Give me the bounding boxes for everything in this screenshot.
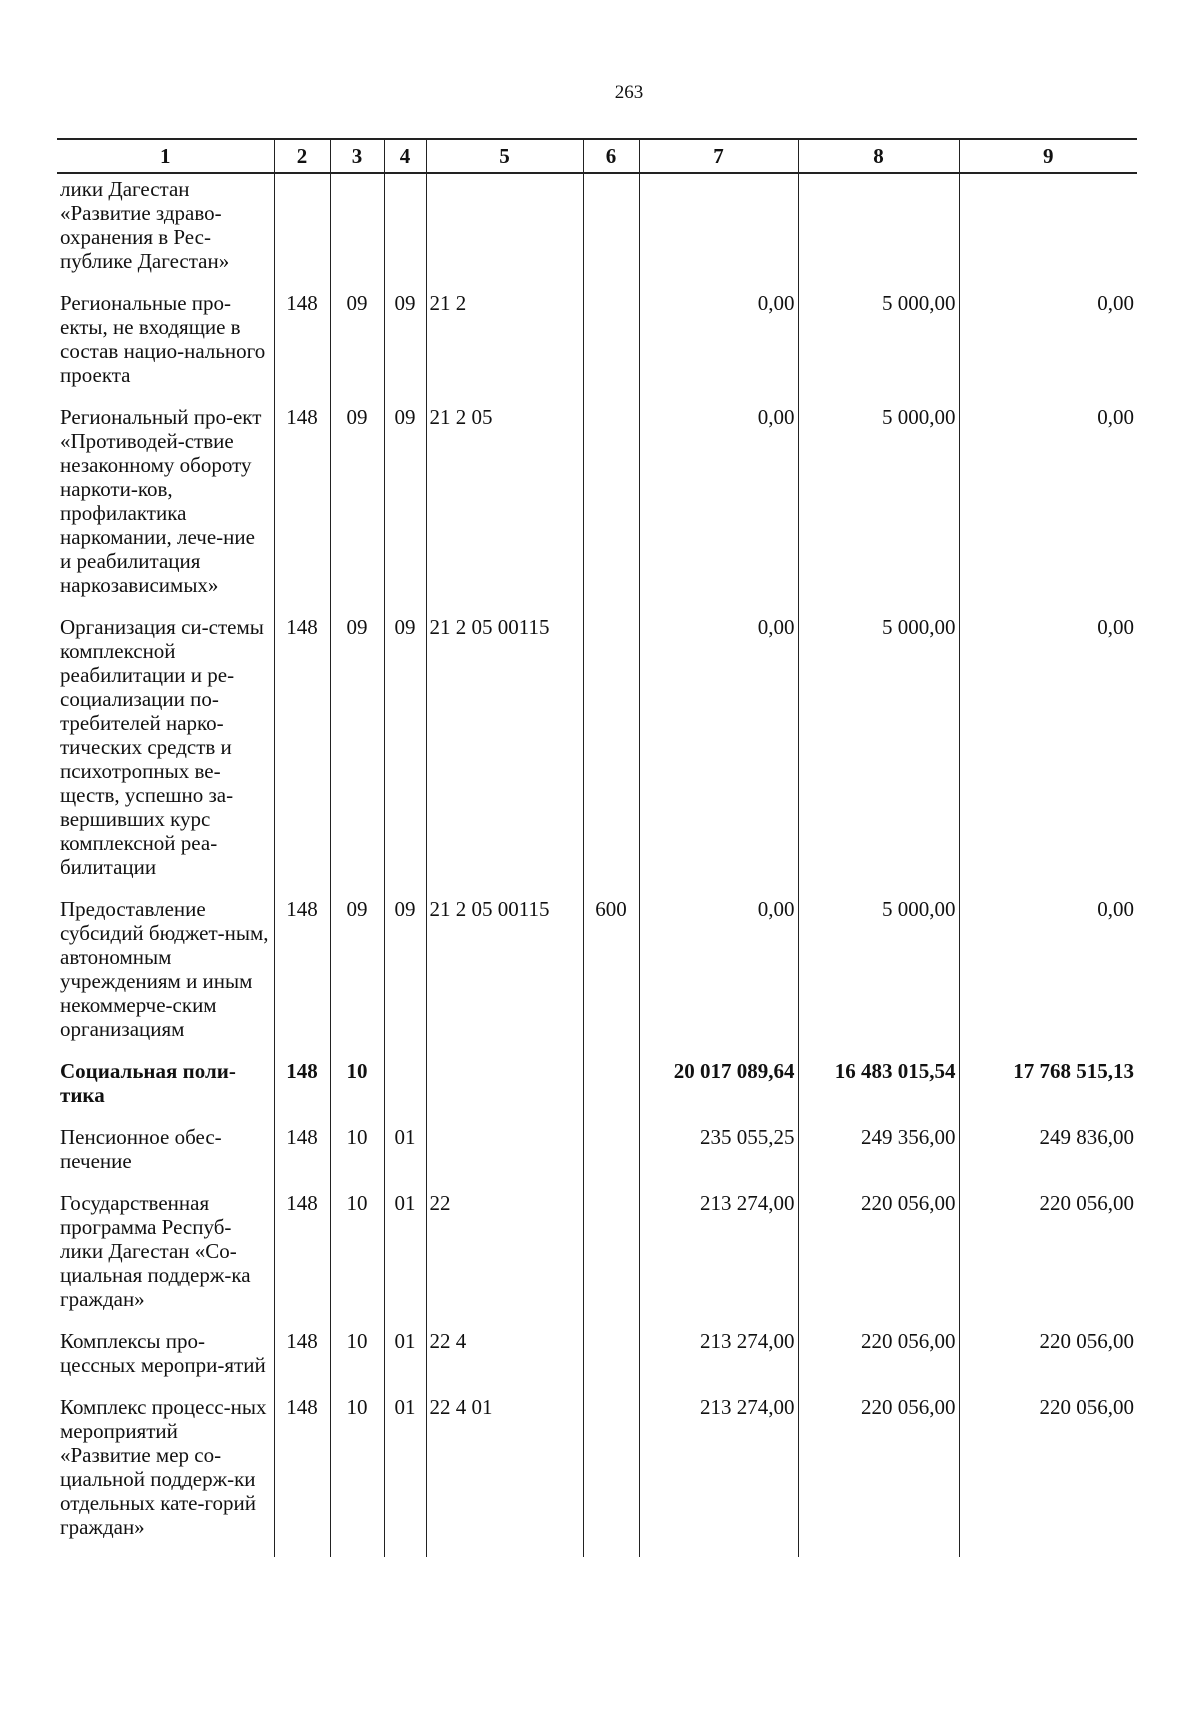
amount-cell: 0,00 — [959, 291, 1137, 405]
amount-cell: 0,00 — [639, 897, 798, 1059]
table-row — [57, 173, 1137, 291]
column-header: 4 — [384, 139, 426, 173]
amount-cell: 0,00 — [959, 615, 1137, 897]
target-article-cell: 21 2 05 00115 — [426, 615, 583, 897]
target-article-cell: 21 2 — [426, 291, 583, 405]
page-number: 263 — [614, 82, 644, 103]
section-cell: 10 — [330, 1395, 384, 1557]
code-cell — [274, 173, 330, 291]
amount-cell: 0,00 — [639, 291, 798, 405]
code-cell: 148 — [274, 291, 330, 405]
table-row — [57, 1059, 1137, 1125]
expense-type-cell — [583, 1395, 639, 1557]
column-header: 3 — [330, 139, 384, 173]
subsection-cell — [384, 173, 426, 291]
expense-type-cell: 600 — [583, 897, 639, 1059]
code-cell: 148 — [274, 1125, 330, 1191]
target-article-cell — [426, 1125, 583, 1191]
amount-cell: 220 056,00 — [959, 1329, 1137, 1395]
subsection-cell: 01 — [384, 1329, 426, 1395]
code-cell: 148 — [274, 1329, 330, 1395]
code-cell: 148 — [274, 1395, 330, 1557]
table-row — [57, 291, 1137, 405]
subsection-cell: 01 — [384, 1191, 426, 1329]
subsection-cell — [384, 1059, 426, 1125]
section-cell: 10 — [330, 1059, 384, 1125]
row-name-cell: Комплексы про-цессных меропри-ятий — [60, 1329, 266, 1377]
expense-type-cell — [583, 1191, 639, 1329]
target-article-cell — [426, 1059, 583, 1125]
amount-cell: 220 056,00 — [798, 1191, 959, 1329]
row-name-cell: Пенсионное обес-печение — [60, 1125, 222, 1173]
amount-cell: 0,00 — [959, 405, 1137, 615]
section-cell: 09 — [330, 897, 384, 1059]
target-article-cell: 22 — [426, 1191, 583, 1329]
row-name-cell: Региональный про-ект «Противодей-ствие незаконному обороту наркоти-ков, профилактика наркомании, лече-ние и реабилитация наркозависимых» — [60, 405, 262, 597]
target-article-cell: 21 2 05 00115 — [426, 897, 583, 1059]
amount-cell: 5 000,00 — [798, 897, 959, 1059]
section-cell: 09 — [330, 405, 384, 615]
row-name-cell: Предоставление субсидий бюджет-ным, автономным учреждениям и иным некоммерче-ским организациям — [60, 897, 269, 1041]
table-row — [57, 1125, 1137, 1191]
row-name-cell: Комплекс процесс-ных мероприятий «Развитие мер со-циальной поддерж-ки отдельных кате-горий граждан» — [60, 1395, 267, 1539]
amount-cell: 0,00 — [959, 897, 1137, 1059]
code-cell: 148 — [274, 1191, 330, 1329]
table-row — [57, 897, 1137, 1059]
subsection-cell: 01 — [384, 1125, 426, 1191]
column-header: 6 — [583, 139, 639, 173]
column-header: 9 — [959, 139, 1137, 173]
amount-cell: 220 056,00 — [798, 1329, 959, 1395]
column-header: 5 — [426, 139, 583, 173]
amount-cell: 0,00 — [639, 615, 798, 897]
section-cell: 10 — [330, 1329, 384, 1395]
amount-cell: 249 356,00 — [798, 1125, 959, 1191]
amount-cell: 5 000,00 — [798, 291, 959, 405]
table-body — [57, 173, 1137, 1557]
subsection-cell: 09 — [384, 291, 426, 405]
amount-cell: 249 836,00 — [959, 1125, 1137, 1191]
table-row — [57, 405, 1137, 615]
column-header: 7 — [639, 139, 798, 173]
row-name-cell: Государственная программа Респуб-лики Дагестан «Со-циальная поддерж-ка граждан» — [60, 1191, 251, 1311]
subsection-cell: 09 — [384, 405, 426, 615]
subsection-cell: 01 — [384, 1395, 426, 1557]
target-article-cell: 22 4 — [426, 1329, 583, 1395]
amount-cell: 220 056,00 — [959, 1191, 1137, 1329]
amount-cell: 213 274,00 — [639, 1191, 798, 1329]
column-header: 8 — [798, 139, 959, 173]
amount-cell: 220 056,00 — [959, 1395, 1137, 1557]
expense-type-cell — [583, 405, 639, 615]
amount-cell: 20 017 089,64 — [639, 1059, 798, 1125]
code-cell: 148 — [274, 897, 330, 1059]
table-row — [57, 1191, 1137, 1329]
amount-cell: 0,00 — [639, 405, 798, 615]
column-header: 1 — [57, 139, 274, 173]
expense-type-cell — [583, 173, 639, 291]
target-article-cell — [426, 173, 583, 291]
expense-type-cell — [583, 1059, 639, 1125]
expense-type-cell — [583, 615, 639, 897]
table-row — [57, 1329, 1137, 1395]
section-cell: 10 — [330, 1125, 384, 1191]
row-name-cell: лики Дагестан «Развитие здраво-охранения в Рес-публике Дагестан» — [60, 177, 230, 273]
code-cell: 148 — [274, 405, 330, 615]
amount-cell: 17 768 515,13 — [959, 1059, 1137, 1125]
amount-cell: 16 483 015,54 — [798, 1059, 959, 1125]
amount-cell — [639, 173, 798, 291]
expense-type-cell — [583, 291, 639, 405]
amount-cell: 213 274,00 — [639, 1395, 798, 1557]
section-cell: 10 — [330, 1191, 384, 1329]
subsection-cell: 09 — [384, 615, 426, 897]
table-row — [57, 1395, 1137, 1557]
expense-type-cell — [583, 1329, 639, 1395]
column-header: 2 — [274, 139, 330, 173]
section-cell: 09 — [330, 291, 384, 405]
row-name-cell: Социальная поли-тика — [60, 1059, 236, 1107]
section-cell: 09 — [330, 615, 384, 897]
budget-table — [57, 138, 1137, 1557]
subsection-cell: 09 — [384, 897, 426, 1059]
amount-cell: 5 000,00 — [798, 405, 959, 615]
row-name-cell: Региональные про-екты, не входящие в состав нацио-нального проекта — [60, 291, 266, 387]
code-cell: 148 — [274, 615, 330, 897]
expense-type-cell — [583, 1125, 639, 1191]
amount-cell — [798, 173, 959, 291]
table-row — [57, 615, 1137, 897]
code-cell: 148 — [274, 1059, 330, 1125]
table-header-row — [57, 139, 1137, 173]
amount-cell — [959, 173, 1137, 291]
amount-cell: 220 056,00 — [798, 1395, 959, 1557]
amount-cell: 235 055,25 — [639, 1125, 798, 1191]
target-article-cell: 22 4 01 — [426, 1395, 583, 1557]
section-cell — [330, 173, 384, 291]
amount-cell: 5 000,00 — [798, 615, 959, 897]
row-name-cell: Организация си-стемы комплексной реабилитации и ре-социализации по-требителей нарко-тических средств и психотропных ве-ществ, успешно за-вершивших курс комплексной реа-билитации — [60, 615, 264, 879]
amount-cell: 213 274,00 — [639, 1329, 798, 1395]
target-article-cell: 21 2 05 — [426, 405, 583, 615]
